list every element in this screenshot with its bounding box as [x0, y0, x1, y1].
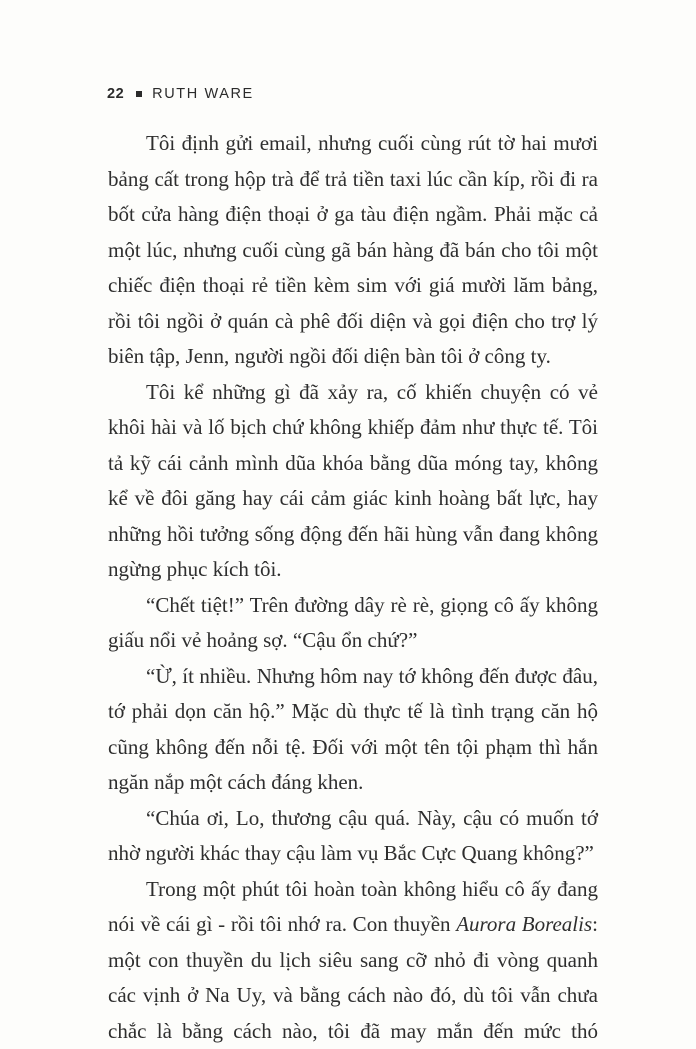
page-number: 22 [107, 86, 124, 102]
paragraph [108, 872, 598, 1049]
paragraph: “Ừ, ít nhiều. Nhưng hôm nay tớ không đến được đâu, tớ phải dọn căn hộ.” Mặc dù thực tế là tình trạng căn hộ cũng không đến nỗi tệ. Đối với một tên tội phạm thì hắn ngăn nắp một cách đáng khen. [108, 659, 598, 801]
paragraph-text: : một con thuyền du lịch siêu sang cỡ nhỏ đi vòng quanh các vịnh ở Na Uy, và bằng cách nào đó, dù tôi vẫn chưa chắc là bằng cách nào, tôi đã may mắn đến mức thó [108, 912, 598, 1043]
paragraph: Tôi kể những gì đã xảy ra, cố khiến chuyện có vẻ khôi hài và lố bịch chứ không khiếp đảm như thực tế. Tôi tả kỹ cái cảnh mình dũa khóa bằng dũa móng tay, không kể về đôi găng hay cái cảm giác kinh hoàng bất lực, hay những hồi tưởng sống động đến hãi hùng vẫn đang không ngừng phục kích tôi. [108, 375, 598, 588]
running-header [107, 86, 254, 102]
body-text [108, 126, 598, 1049]
paragraph: “Chúa ơi, Lo, thương cậu quá. Này, cậu có muốn tớ nhờ người khác thay cậu làm vụ Bắc Cực Quang không?” [108, 801, 598, 872]
author-name: RUTH WARE [152, 86, 254, 102]
paragraph-text: Trong một phút tôi hoàn toàn không hiểu cô ấy đang nói về cái gì - rồi tôi nhớ ra. Con thuyền [108, 877, 598, 937]
paragraph: Tôi định gửi email, nhưng cuối cùng rút tờ hai mươi bảng cất trong hộp trà để trả tiền taxi lúc cần kíp, rồi đi ra bốt cửa hàng điện thoại ở ga tàu điện ngầm. Phải mặc cả một lúc, nhưng cuối cùng gã bán hàng đã bán cho tôi một chiếc điện thoại rẻ tiền kèm sim với giá mười lăm bảng, rồi tôi ngồi ở quán cà phê đối diện và gọi điện cho trợ lý biên tập, Jenn, người ngồi đối diện bàn tôi ở công ty. [108, 126, 598, 375]
paragraph: “Chết tiệt!” Trên đường dây rè rè, giọng cô ấy không giấu nổi vẻ hoảng sợ. “Cậu ổn chứ?” [108, 588, 598, 659]
ship-name-italic: Aurora Borealis [456, 912, 592, 936]
header-separator-square [136, 91, 142, 97]
